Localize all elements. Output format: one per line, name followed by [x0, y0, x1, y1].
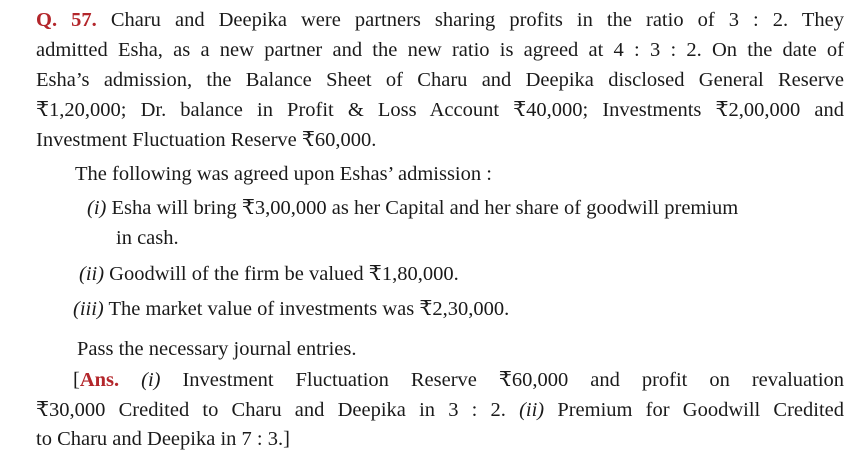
answer-line-2-a: ₹30,000 Credited to Charu and Deepika in 3 : 2.: [36, 399, 506, 421]
condition-i-number: (i): [87, 197, 107, 219]
condition-iii-text: The market value of investments was ₹2,30,000.: [108, 298, 510, 320]
answer-line-1-text: Investment Fluctuation Reserve ₹60,000 and profit on revaluation: [182, 369, 845, 391]
condition-ii-text: Goodwill of the firm be valued ₹1,80,000.: [109, 263, 459, 285]
question-number: Q. 57.: [36, 9, 97, 31]
question-line-4: ₹1,20,000; Dr. balance in Profit & Loss Account ₹40,000; Investments ₹2,00,000 and: [36, 99, 844, 121]
answer-open-bracket: [: [73, 369, 80, 391]
answer-label: Ans.: [79, 369, 120, 391]
question-text-line-1: Charu and Deepika were partners sharing profits in the ratio of 3 : 2. They: [110, 9, 844, 31]
question-line-5: Investment Fluctuation Reserve ₹60,000.: [36, 129, 377, 151]
condition-iii: [73, 297, 509, 321]
question-line-1: [36, 8, 844, 32]
condition-ii-number: (ii): [79, 263, 105, 285]
answer-line-2-b: Premium for Goodwill Credited: [557, 399, 844, 421]
condition-iii-number: (iii): [73, 298, 104, 320]
condition-i: [87, 196, 844, 220]
answer-line-1: [73, 368, 844, 392]
answer-part-1-number: (i): [141, 369, 161, 391]
condition-i-text-line-1: Esha will bring ₹3,00,000 as her Capital and her share of goodwill premium: [111, 197, 739, 219]
answer-line-3: to Charu and Deepika in 7 : 3.]: [36, 428, 290, 450]
answer-part-2-number: (ii): [519, 399, 545, 421]
condition-i-text-line-2: in cash.: [116, 227, 179, 249]
agreed-intro: The following was agreed upon Eshas’ admission :: [75, 163, 492, 185]
condition-ii: [79, 262, 459, 286]
answer-line-2: [36, 398, 844, 422]
question-line-3: Esha’s admission, the Balance Sheet of Charu and Deepika disclosed General Reserve: [36, 69, 844, 91]
instruction: Pass the necessary journal entries.: [77, 338, 357, 360]
question-line-2: admitted Esha, as a new partner and the new ratio is agreed at 4 : 3 : 2. On the date of: [36, 39, 844, 61]
